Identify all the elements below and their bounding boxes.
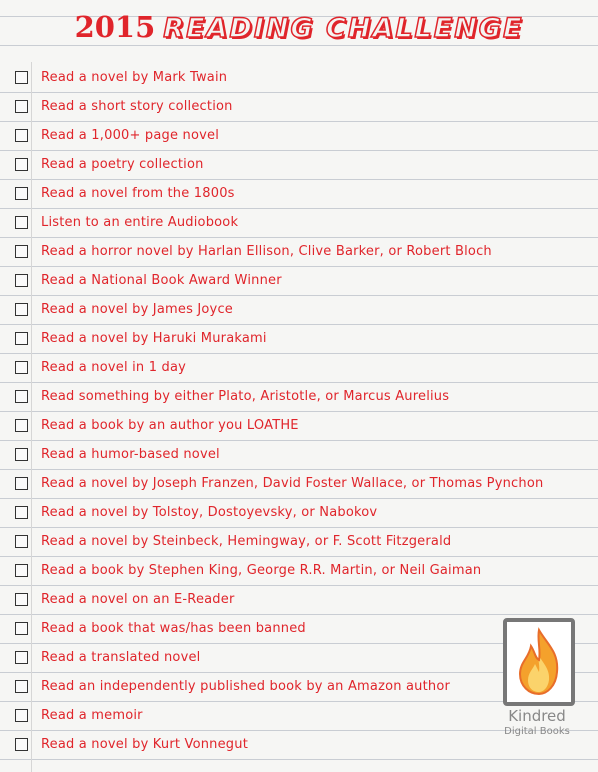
- item-label: Read a novel by Kurt Vonnegut: [41, 737, 248, 752]
- checkbox[interactable]: [15, 361, 28, 374]
- logo-name: Kindred: [508, 707, 566, 725]
- checkbox[interactable]: [15, 651, 28, 664]
- kindred-logo: [497, 618, 577, 768]
- list-item: [0, 557, 598, 586]
- ereader-frame: [503, 618, 575, 706]
- item-label: Read an independently published book by an Amazon author: [41, 679, 451, 694]
- item-label: Read a book by Stephen King, George R.R. Martin, or Neil Gaiman: [41, 563, 482, 578]
- item-label: Read a 1,000+ page novel: [41, 128, 220, 143]
- item-label: Read a memoir: [41, 708, 143, 723]
- list-item: [0, 296, 598, 325]
- checkbox[interactable]: [15, 535, 28, 548]
- item-label: Read a novel by Steinbeck, Hemingway, or F. Scott Fitzgerald: [41, 534, 452, 549]
- item-label: Read a translated novel: [41, 650, 201, 665]
- logo-subtitle: Digital Books: [504, 726, 570, 737]
- item-label: Read a short story collection: [41, 99, 233, 114]
- item-label: Read a novel in 1 day: [41, 360, 187, 375]
- item-label: Read a novel by Haruki Murakami: [41, 331, 267, 346]
- checkbox[interactable]: [15, 303, 28, 316]
- checkbox[interactable]: [15, 477, 28, 490]
- checkbox[interactable]: [15, 100, 28, 113]
- list-item: [0, 383, 598, 412]
- checkbox[interactable]: [15, 506, 28, 519]
- list-item: [0, 470, 598, 499]
- list-item: [0, 586, 598, 615]
- checkbox[interactable]: [15, 129, 28, 142]
- item-label: Listen to an entire Audiobook: [41, 215, 239, 230]
- checkbox[interactable]: [15, 593, 28, 606]
- list-item: [0, 209, 598, 238]
- checkbox[interactable]: [15, 332, 28, 345]
- checkbox[interactable]: [15, 622, 28, 635]
- list-item: [0, 528, 598, 557]
- checkbox[interactable]: [15, 245, 28, 258]
- checkbox[interactable]: [15, 448, 28, 461]
- checkbox[interactable]: [15, 390, 28, 403]
- item-label: Read a novel from the 1800s: [41, 186, 235, 201]
- list-item: [0, 441, 598, 470]
- flame-icon: [507, 622, 571, 702]
- checkbox[interactable]: [15, 564, 28, 577]
- checkbox[interactable]: [15, 216, 28, 229]
- page-title: [0, 10, 598, 54]
- item-label: Read a poetry collection: [41, 157, 204, 172]
- item-label: Read a novel by Mark Twain: [41, 70, 228, 85]
- list-item: [0, 64, 598, 93]
- title-words: READING CHALLENGE: [163, 13, 524, 44]
- list-item: [0, 122, 598, 151]
- item-label: Read a humor-based novel: [41, 447, 220, 462]
- list-item: [0, 180, 598, 209]
- item-label: Read something by either Plato, Aristotle, or Marcus Aurelius: [41, 389, 450, 404]
- checkbox[interactable]: [15, 274, 28, 287]
- list-item: [0, 354, 598, 383]
- item-label: Read a novel by Joseph Franzen, David Foster Wallace, or Thomas Pynchon: [41, 476, 544, 491]
- checkbox[interactable]: [15, 71, 28, 84]
- item-label: Read a novel by Tolstoy, Dostoyevsky, or Nabokov: [41, 505, 378, 520]
- item-label: Read a novel by James Joyce: [41, 302, 233, 317]
- checkbox[interactable]: [15, 738, 28, 751]
- checkbox[interactable]: [15, 680, 28, 693]
- checkbox[interactable]: [15, 709, 28, 722]
- item-label: Read a horror novel by Harlan Ellison, Clive Barker, or Robert Bloch: [41, 244, 492, 259]
- list-item: [0, 267, 598, 296]
- item-label: Read a book that was/has been banned: [41, 621, 306, 636]
- item-label: Read a National Book Award Winner: [41, 273, 282, 288]
- list-item: [0, 93, 598, 122]
- checkbox[interactable]: [15, 419, 28, 432]
- list-item: [0, 325, 598, 354]
- checkbox[interactable]: [15, 158, 28, 171]
- list-item: [0, 238, 598, 267]
- checkbox[interactable]: [15, 187, 28, 200]
- title-year: 2015: [74, 10, 156, 44]
- list-item: [0, 499, 598, 528]
- list-item: [0, 412, 598, 441]
- item-label: Read a novel on an E-Reader: [41, 592, 235, 607]
- item-label: Read a book by an author you LOATHE: [41, 418, 299, 433]
- list-item: [0, 151, 598, 180]
